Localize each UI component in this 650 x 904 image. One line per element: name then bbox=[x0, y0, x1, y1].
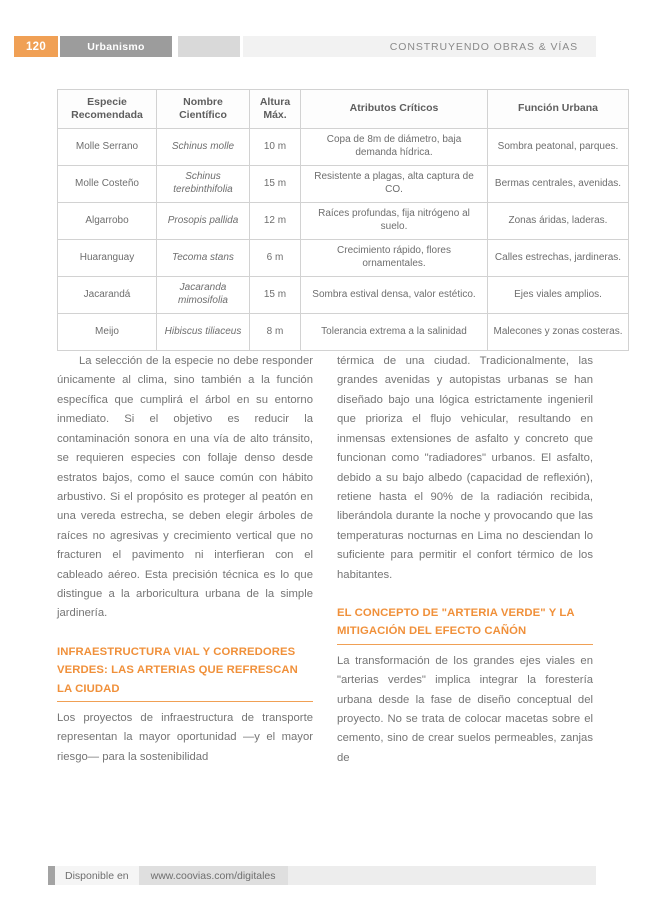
cell-atributos: Sombra estival densa, valor estético. bbox=[301, 276, 488, 313]
cell-cientifico: Jacaranda mimosifolia bbox=[157, 276, 250, 313]
right-paragraph-2: La transformación de los grandes ejes viales en "arterias verdes" implica integrar la forestería urbana desde la fase de diseño conceptual del proyecto. No se trata de colocar macetas sobre el cemento, sino de crear suelos permeables, zanjas de bbox=[337, 654, 593, 764]
footer-tail-band bbox=[288, 866, 596, 885]
cell-altura: 15 m bbox=[250, 165, 301, 202]
cell-altura: 8 m bbox=[250, 313, 301, 350]
page-footer bbox=[48, 866, 596, 885]
cell-atributos: Resistente a plagas, alta captura de CO. bbox=[301, 165, 488, 202]
cell-especie: Molle Costeño bbox=[58, 165, 157, 202]
table-body bbox=[58, 128, 629, 350]
cell-altura: 15 m bbox=[250, 276, 301, 313]
left-paragraph-1: La selección de la especie no debe responder únicamente al clima, sino también a la función específica que cumplirá el árbol en su entorno inmediato. Si el objetivo es reducir la contaminación sonora en una vía de alto tránsito, se requieren especies con follaje denso desde estratos bajos, como el sauce común con hábito arbustivo. Si el propósito es proteger al peatón en una vereda estrecha, se deben elegir árboles de raíces no agresivas y crecimiento vertical que no fracturen el pavimento ni interfieran con el cableado aéreo. Esta precisión técnica es lo que distingue a la arboricultura urbana de la simple jardinería. bbox=[57, 355, 313, 620]
page-header bbox=[14, 36, 596, 57]
table-row bbox=[58, 276, 629, 313]
footer-label: Disponible en bbox=[55, 866, 139, 885]
column-header-especie: Especie Recomendada bbox=[58, 90, 157, 129]
left-paragraph-2: Los proyectos de infraestructura de transporte representan la mayor oportunidad —y el mayor riesgo— para la sostenibilidad bbox=[57, 711, 313, 763]
publication-title: CONSTRUYENDO OBRAS & VÍAS bbox=[389, 40, 578, 53]
left-section-heading: INFRAESTRUCTURA VIAL Y CORREDORES VERDES: LAS ARTERIAS QUE REFRESCAN LA CIUDAD bbox=[57, 643, 313, 702]
footer-url[interactable]: www.coovias.com/digitales bbox=[139, 866, 288, 885]
cell-especie: Jacarandá bbox=[58, 276, 157, 313]
table-row bbox=[58, 202, 629, 239]
cell-cientifico: Prosopis pallida bbox=[157, 202, 250, 239]
page-number-badge: 120 bbox=[14, 36, 58, 57]
cell-funcion: Malecones y zonas costeras. bbox=[488, 313, 629, 350]
cell-especie: Huaranguay bbox=[58, 239, 157, 276]
cell-atributos: Crecimiento rápido, flores ornamentales. bbox=[301, 239, 488, 276]
cell-funcion: Bermas centrales, avenidas. bbox=[488, 165, 629, 202]
cell-especie: Molle Serrano bbox=[58, 128, 157, 165]
cell-atributos: Raíces profundas, fija nitrógeno al suelo. bbox=[301, 202, 488, 239]
cell-cientifico: Hibiscus tiliaceus bbox=[157, 313, 250, 350]
cell-funcion: Zonas áridas, laderas. bbox=[488, 202, 629, 239]
publication-title-band bbox=[243, 36, 596, 57]
right-paragraph-1: térmica de una ciudad. Tradicionalmente, las grandes avenidas y autopistas urbanas se han diseñado bajo una lógica estrictamente ingenieril que prioriza el flujo vehicular, resultando en inmensas extensiones de asfalto y concreto que funcionan como "radiadores" urbanos. El asfalto, debido a su bajo albedo (capacidad de reflexión), retiene hasta el 90% de la radiación recibida, liberándola durante la noche y provocando que las temperaturas nocturnas en Lima no desciendan lo suficiente para permitir el confort térmico de los habitantes. bbox=[337, 355, 593, 581]
table-row bbox=[58, 239, 629, 276]
cell-altura: 10 m bbox=[250, 128, 301, 165]
cell-cientifico: Schinus terebinthifolia bbox=[157, 165, 250, 202]
article-body bbox=[57, 352, 593, 768]
column-header-atributos: Atributos Críticos bbox=[301, 90, 488, 129]
table-header-row bbox=[58, 90, 629, 129]
cell-funcion: Sombra peatonal, parques. bbox=[488, 128, 629, 165]
column-header-funcion: Función Urbana bbox=[488, 90, 629, 129]
footer-mark-icon bbox=[48, 866, 55, 885]
table-head bbox=[58, 90, 629, 129]
species-table bbox=[57, 89, 629, 351]
cell-especie: Algarrobo bbox=[58, 202, 157, 239]
cell-altura: 12 m bbox=[250, 202, 301, 239]
cell-atributos: Copa de 8m de diámetro, baja demanda hídrica. bbox=[301, 128, 488, 165]
column-header-cientifico: Nombre Científico bbox=[157, 90, 250, 129]
cell-altura: 6 m bbox=[250, 239, 301, 276]
right-column bbox=[337, 352, 593, 768]
table-row bbox=[58, 313, 629, 350]
section-name-badge: Urbanismo bbox=[60, 36, 172, 57]
table-row bbox=[58, 165, 629, 202]
cell-funcion: Ejes viales amplios. bbox=[488, 276, 629, 313]
cell-cientifico: Schinus molle bbox=[157, 128, 250, 165]
header-spacer-block bbox=[178, 36, 240, 57]
cell-especie: Meijo bbox=[58, 313, 157, 350]
cell-atributos: Tolerancia extrema a la salinidad bbox=[301, 313, 488, 350]
column-header-altura: Altura Máx. bbox=[250, 90, 301, 129]
cell-cientifico: Tecoma stans bbox=[157, 239, 250, 276]
right-section-heading: EL CONCEPTO DE "ARTERIA VERDE" Y LA MITIGACIÓN DEL EFECTO CAÑÓN bbox=[337, 604, 593, 645]
table-row bbox=[58, 128, 629, 165]
cell-funcion: Calles estrechas, jardineras. bbox=[488, 239, 629, 276]
left-column bbox=[57, 352, 313, 768]
